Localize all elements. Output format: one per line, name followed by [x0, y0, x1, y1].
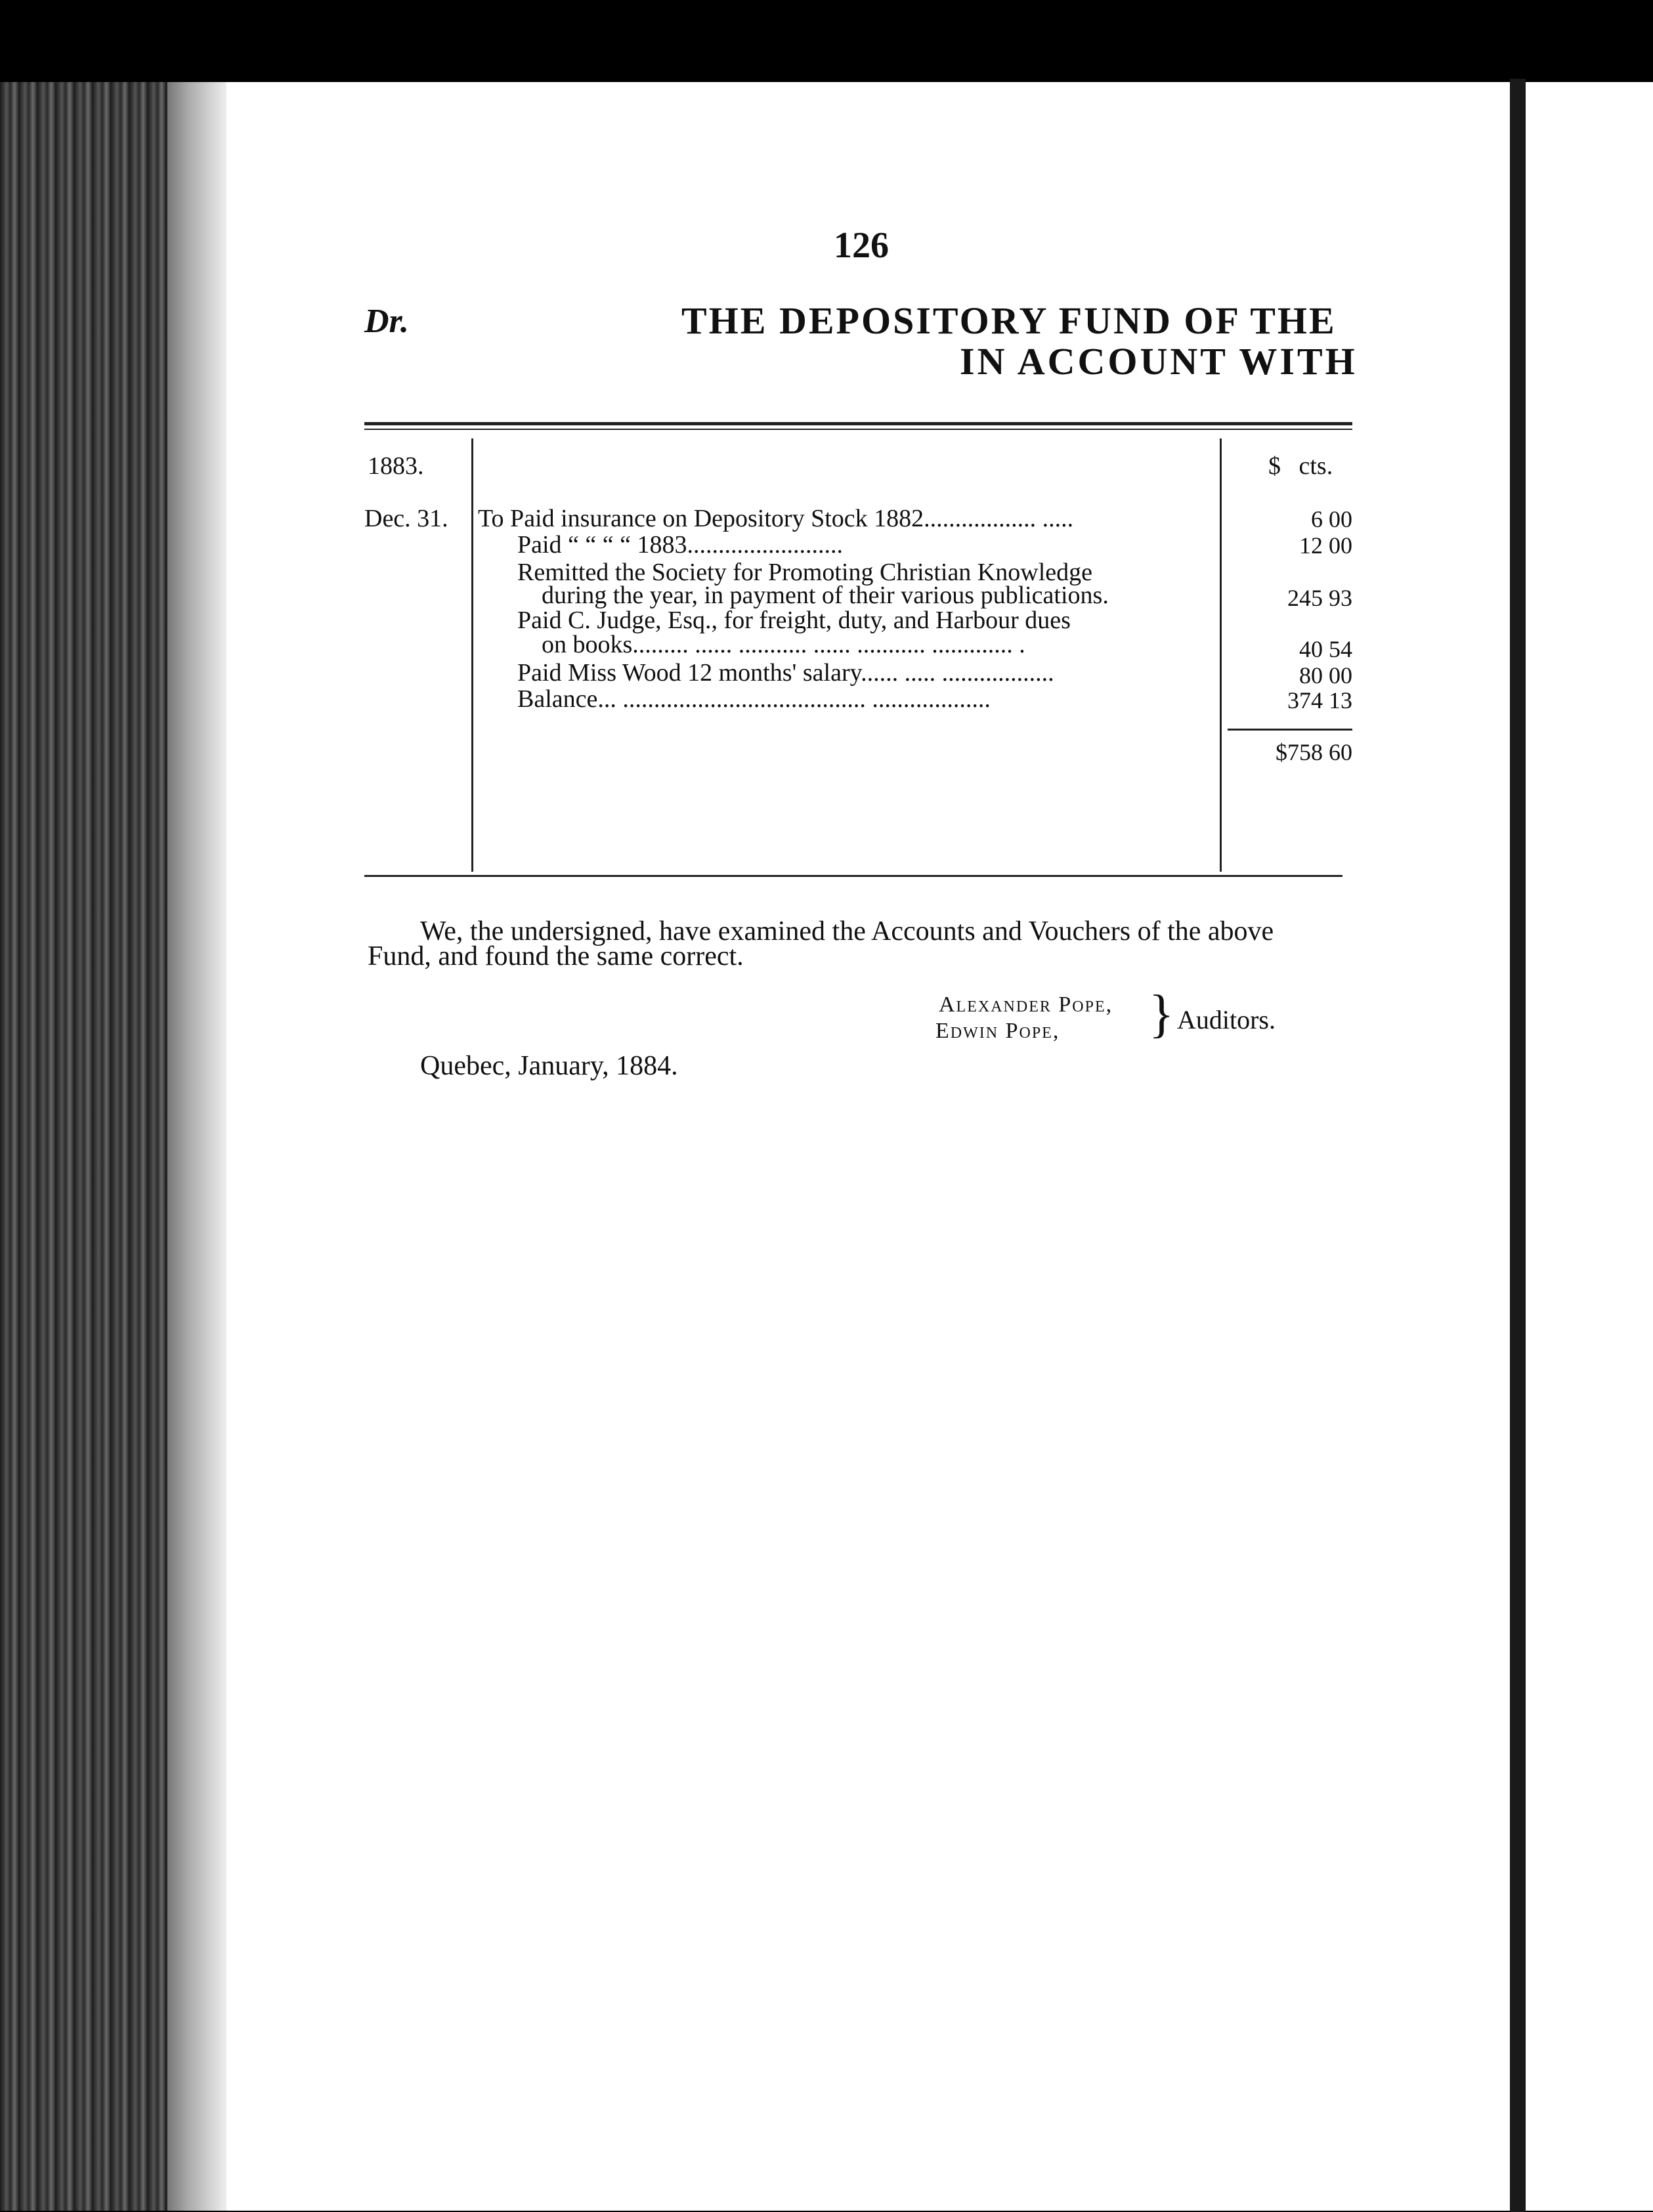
- auditors-label: Auditors.: [1177, 1005, 1276, 1034]
- ledger-row-text: Paid C. Judge, Esq., for freight, duty, and Harbour dues: [517, 606, 1071, 634]
- ledger-row-text: during the year, in payment of their various publications.: [542, 582, 1109, 609]
- ledger-row-amount: 6 00: [1311, 506, 1352, 532]
- debit-label: Dr.: [364, 303, 409, 340]
- ledger-row-amount: 374 13: [1287, 687, 1352, 713]
- ledger-row-amount: 245 93: [1287, 585, 1352, 611]
- ledger-row-amount: 80 00: [1299, 662, 1352, 689]
- scan-top-border: [0, 0, 1653, 82]
- auditor-signature: Alexander Pope,: [939, 992, 1113, 1017]
- ledger-row-text: Paid “ “ “ “ 1883.........................: [517, 531, 844, 559]
- book-page: [226, 82, 1510, 2211]
- page-title: THE DEPOSITORY FUND OF THE: [681, 299, 1337, 342]
- facing-page-edge: [1510, 79, 1526, 2212]
- page-stack-edge: [167, 82, 226, 2211]
- year-header: 1883.: [368, 452, 424, 480]
- ledger-row-amount: 40 54: [1299, 636, 1352, 662]
- ledger-row-amount: 12 00: [1299, 532, 1352, 559]
- ledger-row-text: on books......... ...... ........... ...... ........... ............. .: [542, 631, 1025, 658]
- table-top-rule-thin: [364, 429, 1352, 430]
- ledger-row-text: Remitted the Society for Promoting Christian Knowledge: [517, 559, 1092, 586]
- table-top-rule: [364, 422, 1352, 425]
- scan-right-margin: [1510, 82, 1653, 2211]
- ledger-row-text: Balance... ....................................... ...................: [517, 685, 991, 713]
- amount-column-rule: [1220, 438, 1222, 872]
- ledger-row-text: To Paid insurance on Depository Stock 1882.................. .....: [478, 505, 1074, 532]
- entry-date: Dec. 31.: [364, 505, 448, 532]
- table-bottom-rule: [364, 875, 1342, 877]
- total-rule: [1228, 729, 1352, 731]
- certification-line-1: We, the undersigned, have examined the Accounts and Vouchers of the above: [420, 916, 1274, 946]
- ledger-total: $758 60: [1276, 739, 1352, 765]
- brace-icon: }: [1149, 985, 1174, 1043]
- page-number: 126: [834, 225, 889, 266]
- currency-header: $ cts.: [1268, 452, 1333, 480]
- ledger-row-text: Paid Miss Wood 12 months' salary...... ..... ..................: [517, 659, 1054, 687]
- date-column-rule: [471, 438, 473, 872]
- auditor-signature: Edwin Pope,: [935, 1019, 1060, 1043]
- page-subtitle: IN ACCOUNT WITH: [960, 340, 1358, 383]
- certification-line-2: Fund, and found the same correct.: [368, 941, 744, 971]
- place-date: Quebec, January, 1884.: [420, 1051, 678, 1081]
